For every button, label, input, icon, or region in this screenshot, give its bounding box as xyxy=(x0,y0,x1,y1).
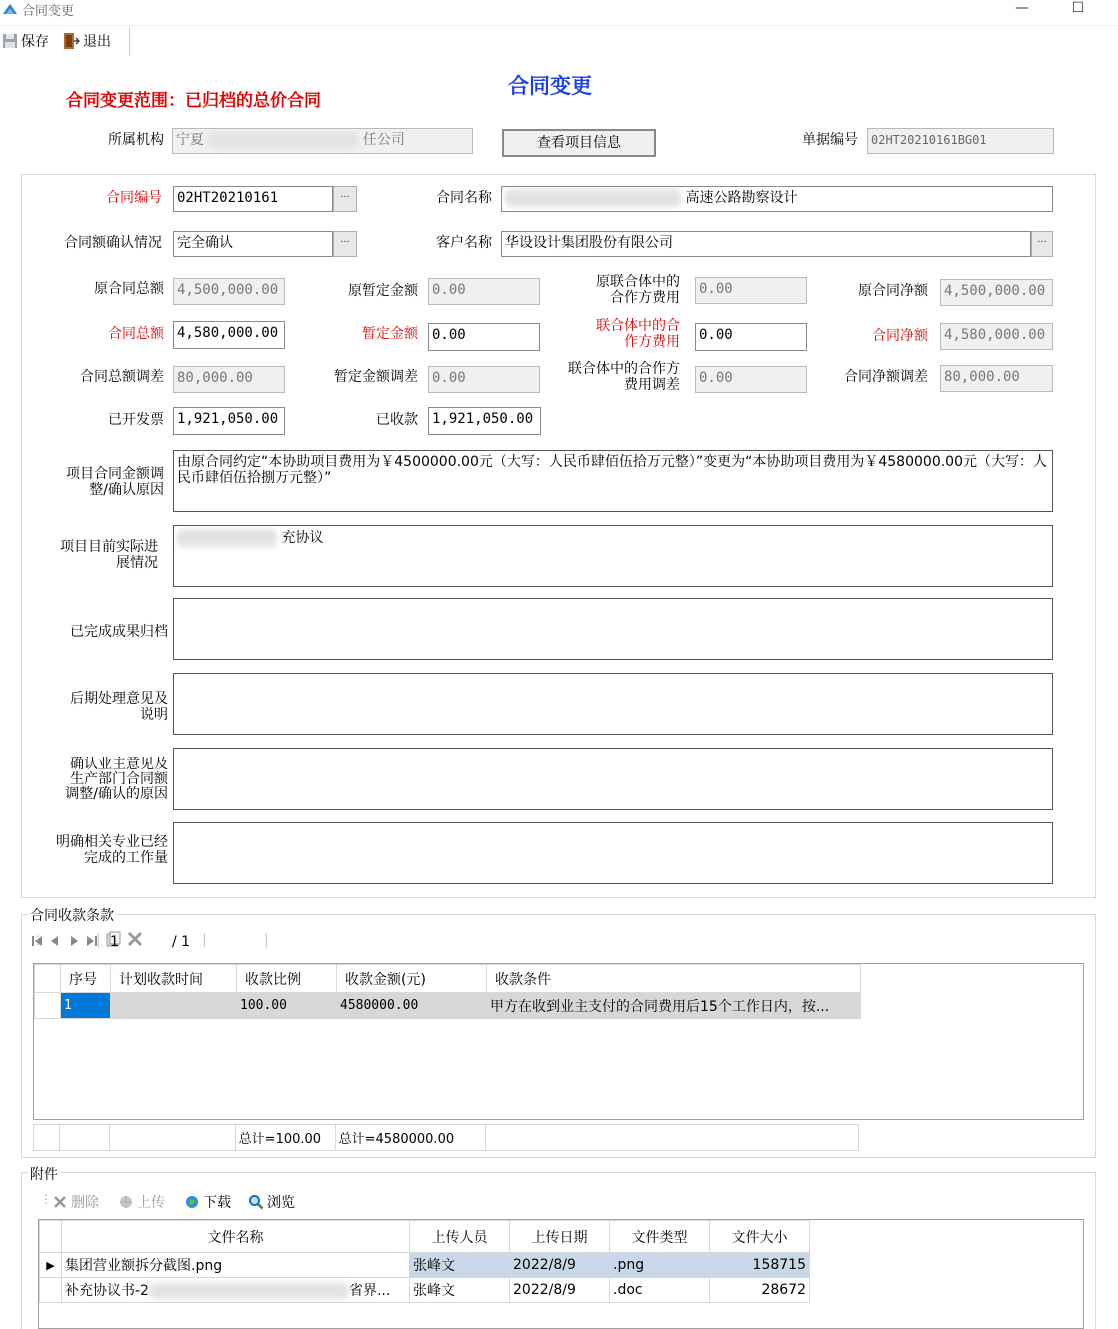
next-record-icon[interactable] xyxy=(67,934,81,948)
browse-button[interactable] xyxy=(248,1192,295,1212)
consortium-label-line1: 联合体中的合 xyxy=(596,318,680,334)
orig-consortium-field: 0.00 xyxy=(695,277,807,304)
contract-name-field[interactable] xyxy=(501,186,1053,212)
followup-textarea[interactable] xyxy=(173,673,1053,735)
delete-attachment-button[interactable] xyxy=(52,1192,99,1212)
invoiced-field[interactable]: 1,921,050.00 xyxy=(173,407,285,435)
contract-no-picker-button[interactable]: ··· xyxy=(333,186,357,212)
payment-group-title: 合同收款条款 xyxy=(28,905,116,925)
reason-label xyxy=(40,466,164,498)
current-row-arrow-icon: ▶ xyxy=(40,1253,62,1278)
minimize-button[interactable]: — xyxy=(1015,0,1029,16)
consortium-adj-label-line2: 费用调差 xyxy=(624,377,680,393)
file-name-cell[interactable]: 集团营业额拆分截图.png xyxy=(62,1253,410,1278)
col-ratio[interactable]: 收款比例 xyxy=(237,965,337,993)
row-header-corner xyxy=(35,965,61,993)
row-header xyxy=(40,1278,62,1303)
redacted-blur xyxy=(149,1283,349,1299)
ratio-cell[interactable]: 100.00 xyxy=(237,993,337,1019)
app-icon xyxy=(2,2,18,16)
total-field[interactable]: 4,580,000.00 xyxy=(173,321,285,349)
owner-label-line1: 确认业主意见及 xyxy=(70,757,168,772)
file-type-cell[interactable]: .doc xyxy=(610,1278,710,1303)
magnifier-icon xyxy=(248,1194,264,1210)
attachments-grid-header xyxy=(40,1221,810,1253)
doc-no-label: 单据编号 xyxy=(802,132,858,148)
orig-consortium-label-line1: 原联合体中的 xyxy=(596,274,680,290)
archived-label: 已完成成果归档 xyxy=(70,624,168,640)
orig-provisional-field: 0.00 xyxy=(428,278,540,305)
payment-totals xyxy=(33,1124,859,1150)
followup-label-line2: 说明 xyxy=(140,707,168,723)
upload-label: 上传 xyxy=(137,1195,165,1211)
customer-label: 客户名称 xyxy=(436,235,492,251)
contract-no-label: 合同编号 xyxy=(106,190,162,206)
total-adj-label: 合同总额调差 xyxy=(80,369,164,385)
record-navigator xyxy=(30,930,340,956)
col-date[interactable]: 计划收款时间 xyxy=(111,965,237,993)
separator: | xyxy=(202,932,207,948)
orig-total-field: 4,500,000.00 xyxy=(173,278,285,305)
consortium-field[interactable]: 0.00 xyxy=(695,323,807,351)
page-number-input[interactable]: 1 xyxy=(110,934,119,950)
upload-button[interactable] xyxy=(118,1192,165,1212)
provisional-field[interactable]: 0.00 xyxy=(428,323,540,351)
customer-field[interactable]: 华设设计集团股份有限公司 xyxy=(501,231,1031,257)
col-file-type[interactable]: 文件类型 xyxy=(610,1221,710,1253)
col-file-size[interactable]: 文件大小 xyxy=(710,1221,810,1253)
amount-cell[interactable]: 4580000.00 xyxy=(337,993,487,1019)
workload-label xyxy=(30,834,168,866)
archived-textarea[interactable] xyxy=(173,598,1053,660)
orig-net-label: 原合同净额 xyxy=(858,283,928,299)
net-field: 4,580,000.00 xyxy=(940,323,1053,350)
amount-total: 总计=4580000.00 xyxy=(335,1125,485,1151)
window-title: 合同变更 xyxy=(22,4,75,19)
col-amount[interactable]: 收款金额(元) xyxy=(337,965,487,993)
org-field xyxy=(172,128,473,154)
totals-cell xyxy=(109,1125,235,1151)
ratio-total: 总计=100.00 xyxy=(235,1125,335,1151)
workload-label-line2: 完成的工作量 xyxy=(84,850,168,866)
workload-textarea[interactable] xyxy=(173,822,1053,884)
consortium-adj-label xyxy=(548,361,680,393)
uploader-cell[interactable]: 张峰文 xyxy=(410,1278,510,1303)
table-row[interactable] xyxy=(35,993,861,1019)
progress-label-line2: 展情况 xyxy=(116,555,158,571)
row-header-corner xyxy=(40,1221,62,1253)
toolbar xyxy=(0,28,130,56)
orig-provisional-label: 原暂定金额 xyxy=(348,283,418,299)
table-row[interactable] xyxy=(40,1278,810,1303)
payment-grid-header xyxy=(35,965,861,993)
redacted-blur xyxy=(208,132,358,148)
progress-label xyxy=(40,539,158,571)
uploader-cell[interactable]: 张峰文 xyxy=(410,1253,510,1278)
upload-date-cell[interactable]: 2022/8/9 xyxy=(510,1278,610,1303)
owner-label-line2: 生产部门合同额 xyxy=(70,771,168,787)
col-file-name[interactable]: 文件名称 xyxy=(62,1221,410,1253)
progress-textarea[interactable] xyxy=(173,525,1053,587)
browse-label: 浏览 xyxy=(267,1195,295,1211)
exit-label: 退出 xyxy=(83,34,111,50)
save-button[interactable] xyxy=(2,30,49,52)
table-row[interactable] xyxy=(40,1253,810,1278)
separator: | xyxy=(264,932,269,948)
progress-label-line1: 项目目前实际进 xyxy=(60,539,158,555)
received-label: 已收款 xyxy=(376,412,418,428)
net-adj-field: 80,000.00 xyxy=(940,365,1053,392)
delete-row-icon[interactable] xyxy=(126,930,144,948)
upload-globe-icon xyxy=(118,1194,134,1210)
file-type-cell[interactable]: .png xyxy=(610,1253,710,1278)
confirm-status-field[interactable]: 完全确认 xyxy=(173,231,333,257)
date-cell[interactable] xyxy=(111,993,237,1019)
contract-name-suffix: 高速公路勘察设计 xyxy=(685,190,798,206)
attachments-toolbar xyxy=(38,1190,328,1214)
payment-grid xyxy=(33,963,1084,1120)
grip-icon: ⋮ xyxy=(40,1192,52,1206)
delete-label: 删除 xyxy=(71,1195,99,1211)
invoiced-label: 已开发票 xyxy=(108,412,164,428)
totals-cell xyxy=(485,1125,858,1151)
delete-icon xyxy=(52,1194,68,1210)
orig-consortium-label xyxy=(560,274,680,306)
confirm-status-label: 合同额确认情况 xyxy=(64,235,162,251)
org-value-suffix: 任公司 xyxy=(362,132,405,148)
orig-consortium-label-line2: 合作方费用 xyxy=(610,290,680,306)
download-label: 下载 xyxy=(203,1195,231,1211)
reason-label-line2: 整/确认原因 xyxy=(89,482,164,498)
col-condition[interactable]: 收款条件 xyxy=(487,965,861,993)
maximize-button[interactable]: ☐ xyxy=(1071,0,1085,16)
progress-value-suffix: 充协议 xyxy=(281,530,324,546)
reason-label-line1: 项目合同金额调 xyxy=(66,466,164,482)
consortium-adj-label-line1: 联合体中的合作方 xyxy=(568,361,680,377)
contract-name-label: 合同名称 xyxy=(436,190,492,206)
file-size-cell[interactable]: 28672 xyxy=(710,1278,810,1303)
page-total: / 1 xyxy=(172,934,191,950)
redacted-blur xyxy=(177,529,277,547)
download-button[interactable] xyxy=(184,1192,231,1212)
view-project-button[interactable]: 查看项目信息 xyxy=(502,129,656,157)
page-title: 合同变更 xyxy=(508,74,592,98)
row-header xyxy=(35,993,61,1019)
col-seq[interactable]: 序号 xyxy=(61,965,111,993)
doc-no-field: 02HT20210161BG01 xyxy=(867,128,1054,154)
change-scope-label: 合同变更范围：已归档的总价合同 xyxy=(66,91,321,111)
separator: | xyxy=(96,932,101,948)
workload-label-line1: 明确相关专业已经 xyxy=(56,834,168,850)
totals-cell xyxy=(59,1125,109,1151)
totals-cell xyxy=(34,1125,60,1151)
col-uploader[interactable]: 上传人员 xyxy=(410,1221,510,1253)
condition-cell[interactable]: 甲方在收到业主支付的合同费用后15个工作日内，按... xyxy=(487,993,861,1019)
owner-textarea[interactable] xyxy=(173,748,1053,810)
exit-door-icon xyxy=(62,32,80,50)
col-upload-date[interactable]: 上传日期 xyxy=(510,1221,610,1253)
file-name-prefix: 补充协议书-2 xyxy=(65,1283,149,1299)
provisional-adj-field: 0.00 xyxy=(428,366,540,393)
org-value-prefix: 宁夏 xyxy=(176,132,204,148)
owner-label xyxy=(30,757,168,805)
org-label: 所属机构 xyxy=(108,132,164,148)
reason-textarea[interactable]: 由原合同约定“本协助项目费用为￥4500000.00元（大写：人民币肆佰伍拾万元整）”变更为“本协助项目费用为￥4580000.00元（大写：人民币肆佰伍拾捌万元整）” xyxy=(173,450,1053,512)
received-field[interactable]: 1,921,050.00 xyxy=(428,407,541,435)
title-bar xyxy=(0,0,1118,26)
file-name-suffix: 省界... xyxy=(348,1283,391,1299)
download-globe-icon xyxy=(184,1194,200,1210)
grip-icon: ⋮ xyxy=(32,933,44,947)
provisional-label: 暂定金额 xyxy=(362,326,418,342)
consortium-label-line2: 作方费用 xyxy=(624,334,680,350)
contract-no-field[interactable]: 02HT20210161 xyxy=(173,186,333,212)
upload-date-cell[interactable]: 2022/8/9 xyxy=(510,1253,610,1278)
save-label: 保存 xyxy=(21,34,49,50)
seq-cell[interactable]: 1 xyxy=(61,993,111,1019)
net-label: 合同净额 xyxy=(872,328,928,344)
consortium-adj-field: 0.00 xyxy=(695,366,807,393)
customer-picker-button[interactable]: ··· xyxy=(1031,231,1053,257)
orig-net-field: 4,500,000.00 xyxy=(940,279,1053,306)
redacted-blur xyxy=(505,189,681,207)
total-label: 合同总额 xyxy=(108,326,164,342)
net-adj-label: 合同净额调差 xyxy=(844,369,928,385)
exit-button[interactable] xyxy=(62,30,111,52)
confirm-status-picker-button[interactable]: ··· xyxy=(333,231,357,257)
provisional-adj-label: 暂定金额调差 xyxy=(334,369,418,385)
file-name-cell[interactable] xyxy=(62,1278,410,1303)
owner-label-line3: 调整/确认的原因 xyxy=(65,786,168,802)
total-adj-field: 80,000.00 xyxy=(173,366,285,393)
file-size-cell[interactable]: 158715 xyxy=(710,1253,810,1278)
followup-label-line1: 后期处理意见及 xyxy=(70,691,168,707)
attachments-group-title: 附件 xyxy=(28,1164,60,1184)
attachments-grid xyxy=(38,1219,1084,1329)
prev-record-icon[interactable] xyxy=(48,934,62,948)
orig-total-label: 原合同总额 xyxy=(94,281,164,297)
followup-label xyxy=(40,691,168,723)
consortium-label xyxy=(560,318,680,350)
save-icon xyxy=(2,33,18,49)
